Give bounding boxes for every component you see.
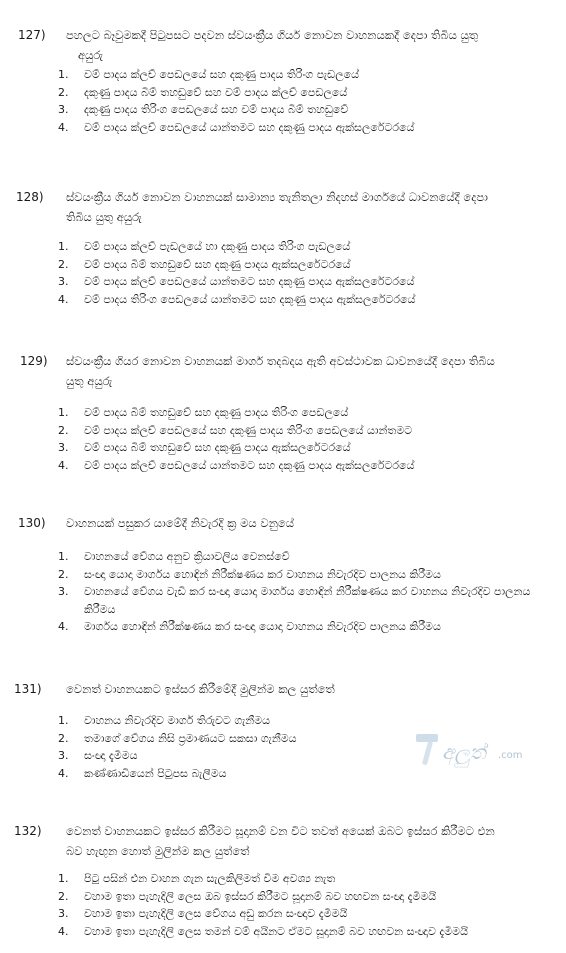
answer-option	[58, 439, 558, 457]
answer-options	[58, 548, 558, 636]
option-text: වම් පාදය ක්ලච් පෙඩලයේ සහ දකුණු පාදය තිරිංග පෙඩලයේ යාන්තමට	[84, 423, 413, 437]
option-number: 4.	[58, 120, 69, 134]
option-number: 3.	[58, 275, 69, 288]
option-number: 2.	[58, 423, 69, 437]
option-number: 4.	[58, 458, 69, 472]
answer-options	[58, 66, 558, 136]
answer-option	[58, 548, 558, 566]
question-text: වෙනත් වාහනයකට ඉස්සර කිරීමට සූදානම් වන විට තවත් අයෙක් ඔබට ඉස්සර කිරීමට එන	[66, 824, 495, 838]
option-text: වම් පාදය ක්ලච් පෙඩලයේ යාන්තමට සහ දකුණු පාදය ඇක්සලරේටරයේ	[84, 275, 415, 288]
option-text: වහාම ඉතා පැහැදිලි ලෙස වේගය අඩු කරන සංඥාව දැමීමයි	[84, 907, 348, 920]
answer-options	[58, 404, 558, 474]
question-text: වෙනත් වාහනයකට ඉස්සර කිරීමේදී මුලින්ම කල යුත්තේ	[66, 682, 335, 696]
option-text: වම් පාදය ක්ලච් පැඩලයේ හා දකුණු පාදය තිරිංග පැඩලයේ	[84, 240, 351, 253]
option-text: වම් පාදය ක්ලච් පෙඩලයේ යාන්තමට සහ දකුණු පාදය ඇක්සලරේටරයේ	[84, 120, 415, 134]
option-text: දකුණු පාදය තිරිංග පෙඩලයේ සහ වම් පාදය බිම් තහඩුවේ	[84, 103, 349, 116]
option-number: 2.	[58, 731, 69, 745]
option-number: 3.	[58, 103, 69, 116]
option-text: වම් පාදය බිම් තහඩුවේ සහ දකුණු පාදය ඇක්සලරේටරයේ	[84, 441, 351, 454]
option-number: 1.	[58, 872, 69, 885]
option-number: 2.	[58, 889, 69, 903]
option-number: 1.	[58, 240, 69, 253]
answer-option	[58, 101, 558, 119]
answer-options	[58, 238, 558, 308]
option-text: වම් පාදය බිම් තහඩුවේ සහ දකුණු පාදය තිරිංග පෙඩලයේ	[84, 406, 349, 419]
question-number: 130)	[18, 516, 46, 530]
option-text: මාර්ගය හොඳින් නිරීක්ෂණය කර සංඥා යොදා වාහනය නිවැරදිව පාලනය කිරීමය	[84, 620, 441, 633]
question-number: 127)	[18, 28, 46, 42]
answer-option	[58, 404, 558, 422]
question-text: ස්වයංක්‍රීය ගියර් නොවන වාහනයක් සාමාන්‍ය තැනිතලා නිදහස් මාර්ගයේ ධාවනයේදී දෙපා	[66, 190, 488, 204]
option-text: වාහනයේ වේගය අනුව ක්‍රියාවලිය වෙනස්වේ	[84, 550, 290, 563]
answer-option	[58, 905, 558, 923]
question-text: පහලට බෑවුමකදී පිටුපසට පදවන ස්වයංක්‍රීය ගියර් නොවන වාහනයකදී දෙපා තිබිය යුතු	[66, 28, 479, 42]
option-text: වම් පාදය ක්ලච් පෙඩලයේ සහ දකුණු පාදය තිරිංග පැඩලයේ	[84, 68, 360, 81]
answer-option	[58, 712, 558, 730]
answer-option	[58, 84, 558, 102]
option-text: කණ්ණාඩියෙන් පිටුපස බැලීමය	[84, 766, 227, 780]
option-number: 3.	[58, 749, 69, 762]
option-number: 3.	[58, 441, 69, 454]
answer-option	[58, 566, 558, 584]
answer-option	[58, 273, 558, 291]
option-number: 4.	[58, 292, 69, 306]
question-text: ස්වයංක්‍රීය ගියර නොවන වාහනයක් මාර්ග තදබදය ඇති අවස්ථාවක ධාවනයේදී දෙපා තිබිය	[66, 354, 495, 368]
option-text: සංඥා දැමීමය	[84, 749, 138, 762]
option-text: වම් පාදය බිම් තහඩුවේ සහ දකුණු පාදය ඇක්සලරේටරයේ	[84, 257, 351, 271]
answer-option	[58, 618, 558, 636]
question-text: වාහනයක් පසුකර යාමේදී නිවැරදි ක්‍ර මය වනුයේ	[66, 516, 295, 530]
option-text: පිටු පසින් එන වාහන ගැන සැලකිලිමත් වීම අවශ්‍ය නැත	[84, 872, 336, 885]
question-text: අයුරු	[78, 48, 103, 62]
answer-option	[58, 119, 558, 137]
question-text: යුතු අයුරු	[66, 374, 113, 388]
answer-option	[58, 291, 558, 309]
option-number: 4.	[58, 924, 69, 938]
answer-option	[58, 256, 558, 274]
answer-option	[58, 238, 558, 256]
answer-option	[58, 923, 558, 941]
answer-option	[58, 583, 558, 618]
answer-option	[58, 66, 558, 84]
answer-option	[58, 422, 558, 440]
option-number: 1.	[58, 714, 69, 727]
option-number: 1.	[58, 406, 69, 419]
watermark-text: අලුත්	[442, 740, 486, 764]
question-number: 131)	[14, 682, 42, 696]
option-number: 2.	[58, 257, 69, 271]
option-number: 3.	[58, 585, 69, 598]
option-number: 1.	[58, 68, 69, 81]
option-text: වාහනයේ වේගය වැඩි කර සංඥා යොදා මාර්ගය හොඳින් නිරීක්ෂණය කර වාහනය නිවැරදිව පාලනය කිරීමය	[84, 585, 531, 616]
option-text: තමාගේ වේගය නිසි ප්‍රමාණයට සකසා ගැනීමය	[84, 731, 297, 745]
option-text: වම් පාදය තිරිංග පෙඩලයේ යාන්තමට සහ දකුණු පාදය ඇක්සලරේටරයේ	[84, 292, 416, 306]
option-text: සංඥා යොදා මාර්ගය හොඳින් නිරීක්ෂණය කර වාහනය නිවැරදිව පාලනය කිරීමය	[84, 567, 441, 581]
question-text: බව හැඟුන හොත් මුලින්ම කල යුත්තේ	[66, 844, 250, 858]
option-text: වාහනය නිවැරදිව මාර්ග තිරුවට ගැනීමය	[84, 714, 271, 727]
option-number: 2.	[58, 567, 69, 581]
question-number: 128)	[16, 190, 44, 204]
question-number: 132)	[14, 824, 42, 838]
answer-options	[58, 870, 558, 940]
option-number: 2.	[58, 85, 69, 99]
watermark-suffix: .com	[498, 750, 523, 761]
question-number: 129)	[20, 354, 48, 368]
option-text: වහාම ඉතා පැහැදිලි ලෙස ඔබ ඉස්සර කිරීමට සූදානම් බව හඟවන සංඥා දැමීමයි	[84, 889, 437, 903]
answer-option	[58, 888, 558, 906]
option-text: දකුණු පාදය බිම් තහඩුවේ සහ වම් පාදය ක්ලච් පෙඩලයේ	[84, 85, 348, 99]
option-text: වහාම ඉතා පැහැදිලි ලෙස තමන් වම් අයිනට ඒමට සූදානම් බව හඟවන සංඥාව දැමීමයි	[84, 924, 468, 938]
option-number: 3.	[58, 907, 69, 920]
answer-option	[58, 457, 558, 475]
option-number: 1.	[58, 550, 69, 563]
option-text: වම් පාදය ක්ලච් පෙඩලයේ යාන්තමට සහ දකුණු පාදය ඇක්සලරේටරයේ	[84, 458, 415, 472]
option-number: 4.	[58, 766, 69, 780]
answer-option	[58, 870, 558, 888]
option-number: 4.	[58, 620, 69, 633]
question-text: තිබිය යුතු අයුරු	[66, 210, 142, 224]
